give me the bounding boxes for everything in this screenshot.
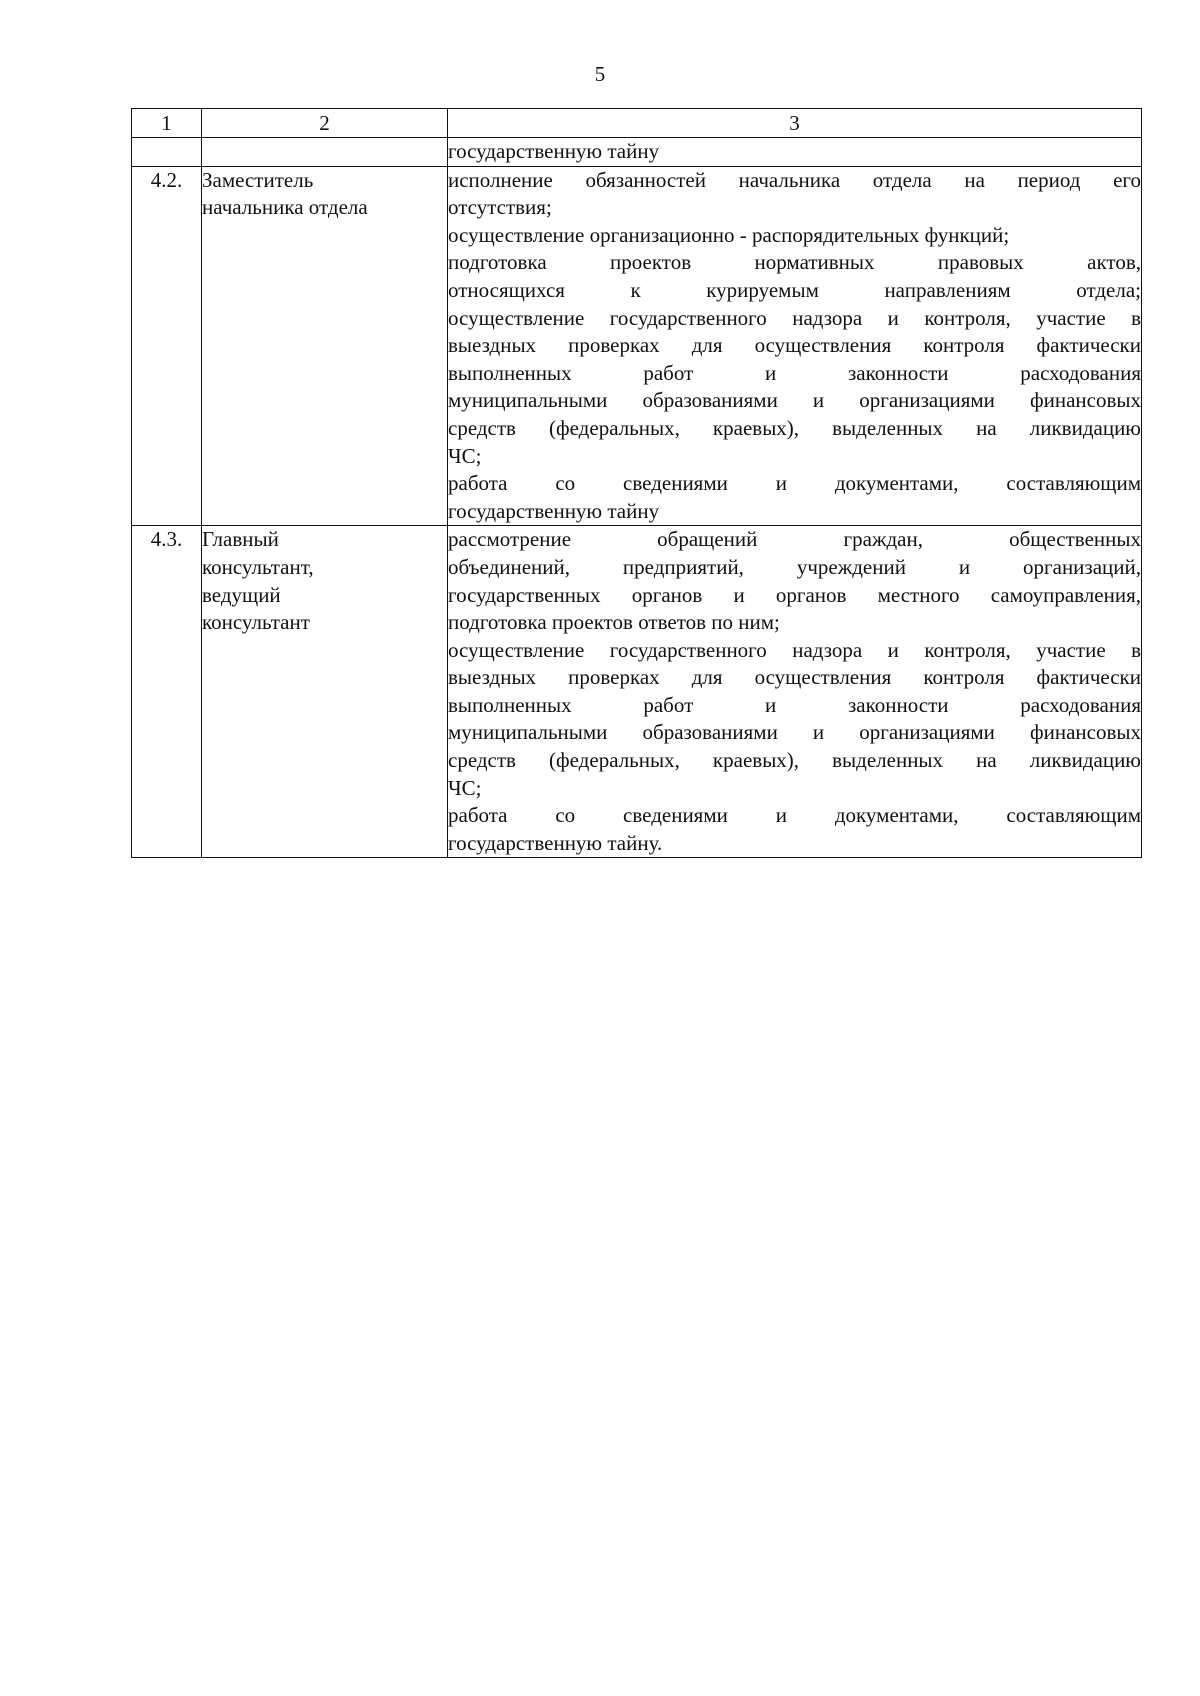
duties-table [131, 108, 1142, 858]
position-line: консультант, [202, 554, 314, 579]
position-cell [202, 166, 448, 526]
duty-line: отсутствия; [448, 195, 552, 220]
column-header-3: 3 [448, 109, 1142, 138]
duties-cell [448, 138, 1142, 167]
duty-line: государственную тайну [448, 498, 660, 523]
duty-line: осуществление государственного надзора и контроля, участие в [448, 637, 1141, 662]
duty-line: исполнение обязанностей начальника отдела на период его [448, 167, 1141, 192]
duty-line: выездных проверках для осуществления контроля фактически [448, 665, 1141, 690]
duty-line: государственную тайну. [448, 830, 663, 855]
duty-line: подготовка проектов ответов по ним; [448, 610, 780, 635]
table-row [132, 526, 1142, 858]
duty-line: государственную тайну [448, 139, 660, 163]
column-header-1: 1 [132, 109, 202, 138]
duty-line: ЧС; [448, 775, 482, 800]
row-number-cell [132, 138, 202, 167]
table-header-row [132, 109, 1142, 138]
duty-line: работа со сведениями и документами, составляющим [448, 803, 1141, 828]
duty-line: ЧС; [448, 443, 482, 468]
duty-line: подготовка проектов нормативных правовых актов, [448, 250, 1141, 275]
position-line: ведущий [202, 582, 281, 607]
page-number: 5 [594, 62, 606, 86]
duty-line: относящихся к курируемым направлениям отдела; [448, 277, 1141, 302]
duty-line: осуществление государственного надзора и контроля, участие в [448, 305, 1141, 330]
duty-line: муниципальными образованиями и организациями финансовых [448, 720, 1141, 745]
position-cell [202, 138, 448, 167]
table-body [132, 109, 1142, 858]
row-number-cell: 4.2. [132, 166, 202, 526]
table-row [132, 166, 1142, 526]
duty-line: работа со сведениями и документами, составляющим [448, 471, 1141, 496]
duties-cell [448, 166, 1142, 526]
duties-cell [448, 526, 1142, 858]
column-header-2: 2 [202, 109, 448, 138]
duty-line: средств (федеральных, краевых), выделенных на ликвидацию [448, 748, 1141, 773]
duty-line: рассмотрение обращений граждан, общественных [448, 527, 1141, 552]
duty-line: выездных проверках для осуществления контроля фактически [448, 333, 1141, 358]
duty-line: выполненных работ и законности расходования [448, 692, 1141, 717]
duty-line: средств (федеральных, краевых), выделенных на ликвидацию [448, 415, 1141, 440]
table-row [132, 138, 1142, 167]
duty-line: осуществление организационно - распорядительных функций; [448, 222, 1010, 247]
duty-line: государственных органов и органов местного самоуправления, [448, 582, 1141, 607]
position-line: консультант [202, 610, 310, 635]
position-line: начальника отдела [202, 195, 368, 220]
position-line: Главный [202, 527, 279, 552]
row-number-cell: 4.3. [132, 526, 202, 858]
duty-line: объединений, предприятий, учреждений и организаций, [448, 554, 1141, 579]
position-line: Заместитель [202, 167, 314, 192]
position-cell [202, 526, 448, 858]
duty-line: выполненных работ и законности расходования [448, 360, 1141, 385]
duty-line: муниципальными образованиями и организациями финансовых [448, 388, 1141, 413]
